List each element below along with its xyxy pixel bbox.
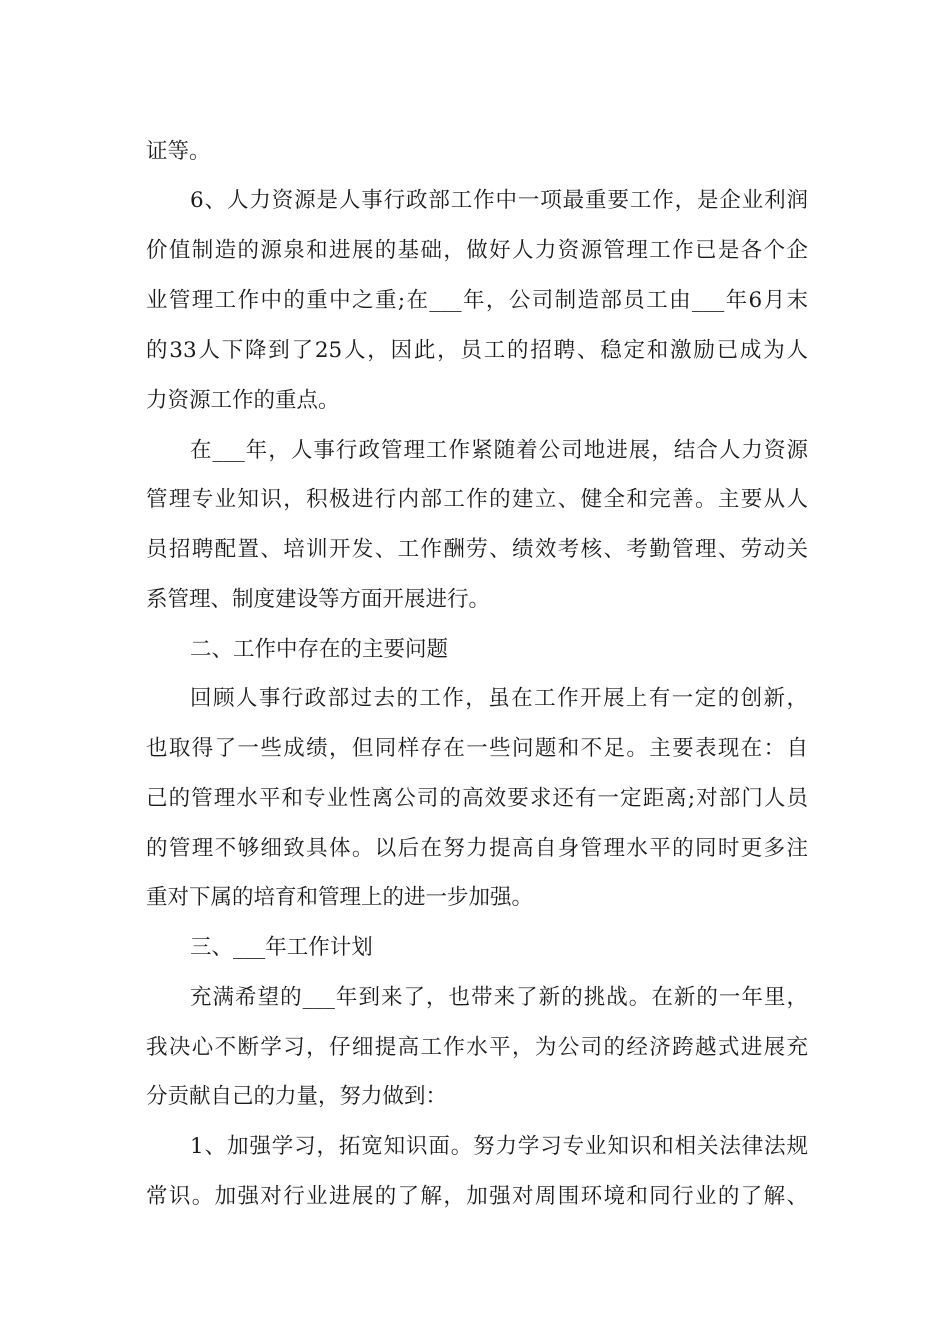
text-line: 在___年，人事行政管理工作紧随着公司地进展，结合人力资源 bbox=[190, 438, 808, 463]
text-line: 系管理、制度建设等方面开展进行。 bbox=[146, 587, 491, 612]
text-line: 充满希望的___年到来了，也带来了新的挑战。在新的一年里， bbox=[190, 985, 808, 1010]
text-line: 6、人力资源是人事行政部工作中一项最重要工作，是企业利润 bbox=[190, 188, 808, 213]
text-line: 1、加强学习，拓宽知识面。努力学习专业知识和相关法律法规 bbox=[190, 1134, 808, 1159]
text-line: 证等。 bbox=[146, 139, 211, 164]
section-heading: 三、___年工作计划 bbox=[190, 935, 373, 960]
text-line: 回顾人事行政部过去的工作，虽在工作开展上有一定的创新， bbox=[190, 686, 808, 711]
text-line: 价值制造的源泉和进展的基础，做好人力资源管理工作已是各个企 bbox=[146, 238, 808, 263]
text-line: 也取得了一些成绩，但同样存在一些问题和不足。主要表现在：自 bbox=[146, 736, 808, 761]
section-heading: 二、工作中存在的主要问题 bbox=[190, 637, 449, 662]
text-line: 分贡献自己的力量，努力做到： bbox=[146, 1084, 448, 1109]
text-line: 管理专业知识，积极进行内部工作的建立、健全和完善。主要从人 bbox=[146, 487, 808, 512]
text-line: 业管理工作中的重中之重;在___年，公司制造部员工由___年6月末 bbox=[146, 288, 808, 313]
text-line: 力资源工作的重点。 bbox=[146, 388, 340, 413]
text-line: 的管理不够细致具体。以后在努力提高自身管理水平的同时更多注 bbox=[146, 836, 808, 861]
text-line: 我决心不断学习，仔细提高工作水平，为公司的经济跨越式进展充 bbox=[146, 1035, 808, 1060]
text-line: 己的管理水平和专业性离公司的高效要求还有一定距离;对部门人员 bbox=[146, 786, 808, 811]
text-line: 重对下属的培育和管理上的进一步加强。 bbox=[146, 885, 534, 910]
text-line: 员招聘配置、培训开发、工作酬劳、绩效考核、考勤管理、劳动关 bbox=[146, 537, 808, 562]
text-line: 的33人下降到了25人，因此，员工的招聘、稳定和激励已成为人 bbox=[146, 338, 808, 363]
text-line: 常识。加强对行业进展的了解，加强对周围环境和同行业的了解、 bbox=[146, 1184, 808, 1209]
